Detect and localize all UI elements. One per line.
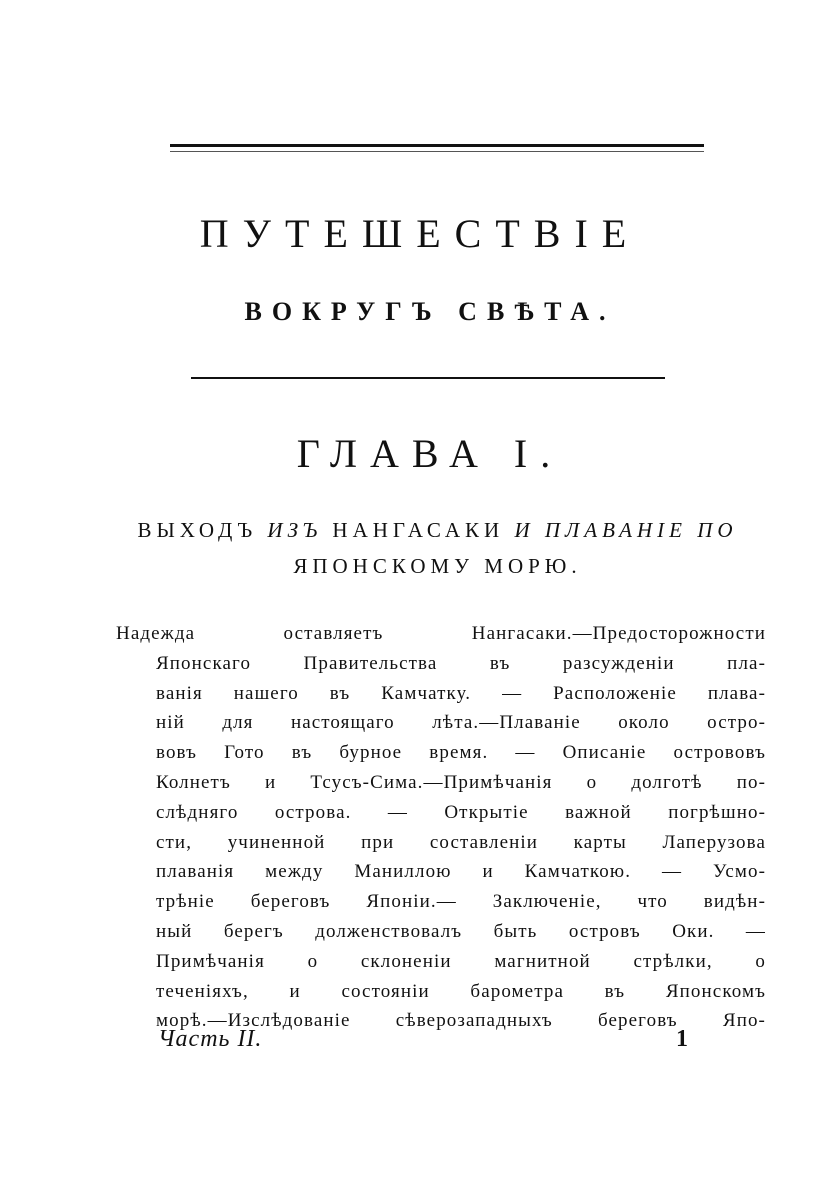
chapter-title-word: ПЛАВАНІЕ (544, 518, 687, 542)
summary-line: теченіяхъ, и состояніи барометра въ Японскомъ (156, 980, 766, 1002)
chapter-title-word: ПО (697, 518, 738, 542)
summary-line: сти, учиненной при составленіи карты Лаперузова (156, 831, 766, 853)
summary-line: морѣ.—Изслѣдованіе сѣверозападныхъ береговъ Япо- (156, 1010, 766, 1032)
summary-line: ній для настоящаго лѣта.—Плаваніе около остро- (156, 712, 766, 734)
summary-line: Колнетъ и Тсусъ-Сима.—Примѣчанія о долготѣ по- (156, 771, 766, 793)
chapter-title (110, 512, 765, 584)
chapter-title-word: И (514, 518, 535, 542)
page-footer (158, 1026, 688, 1056)
summary-line: слѣдняго острова. — Открытіе важной погрѣшно- (156, 801, 766, 823)
book-title: ПУТЕШЕСТВІЕ (199, 211, 641, 256)
book-subtitle: ВОКРУГЪ СВѢТА. (244, 297, 616, 326)
summary-line: Надежда оставляетъ Нангасаки.—Предосторожности (116, 623, 766, 644)
summary-line: ный берегъ долженствовалъ быть островъ Оки. — (156, 920, 766, 942)
chapter-title-word: ИЗЪ (267, 518, 323, 542)
summary-line: Примѣчанія о склоненіи магнитной стрѣлки, о (156, 950, 766, 972)
summary-line: ванія нашего въ Камчатку. — Расположеніе плава- (156, 682, 766, 704)
summary-line: Японскаго Правительства въ разсужденіи пла- (156, 652, 766, 674)
volume-signature: Часть II. (158, 1026, 263, 1052)
chapter-title-word: ВЫХОДЪ (137, 518, 258, 542)
chapter-title-line2: ЯПОНСКОМУ МОРЮ. (293, 554, 582, 578)
summary-line: плаванія между Маниллою и Камчаткою. — Усмо- (156, 861, 766, 883)
section-rule (191, 377, 665, 379)
top-rule-thin (170, 151, 704, 152)
chapter-heading: ГЛАВА I. (296, 431, 564, 476)
top-rule (170, 144, 704, 147)
summary-line: вовъ Гото въ бурное время. — Описаніе острововъ (156, 742, 766, 764)
summary-line: трѣніе береговъ Японіи.— Заключеніе, что видѣн- (156, 891, 766, 913)
sheet-number: 1 (676, 1026, 688, 1052)
chapter-summary (116, 619, 766, 1036)
chapter-title-word: НАНГАСАКИ (332, 518, 505, 542)
